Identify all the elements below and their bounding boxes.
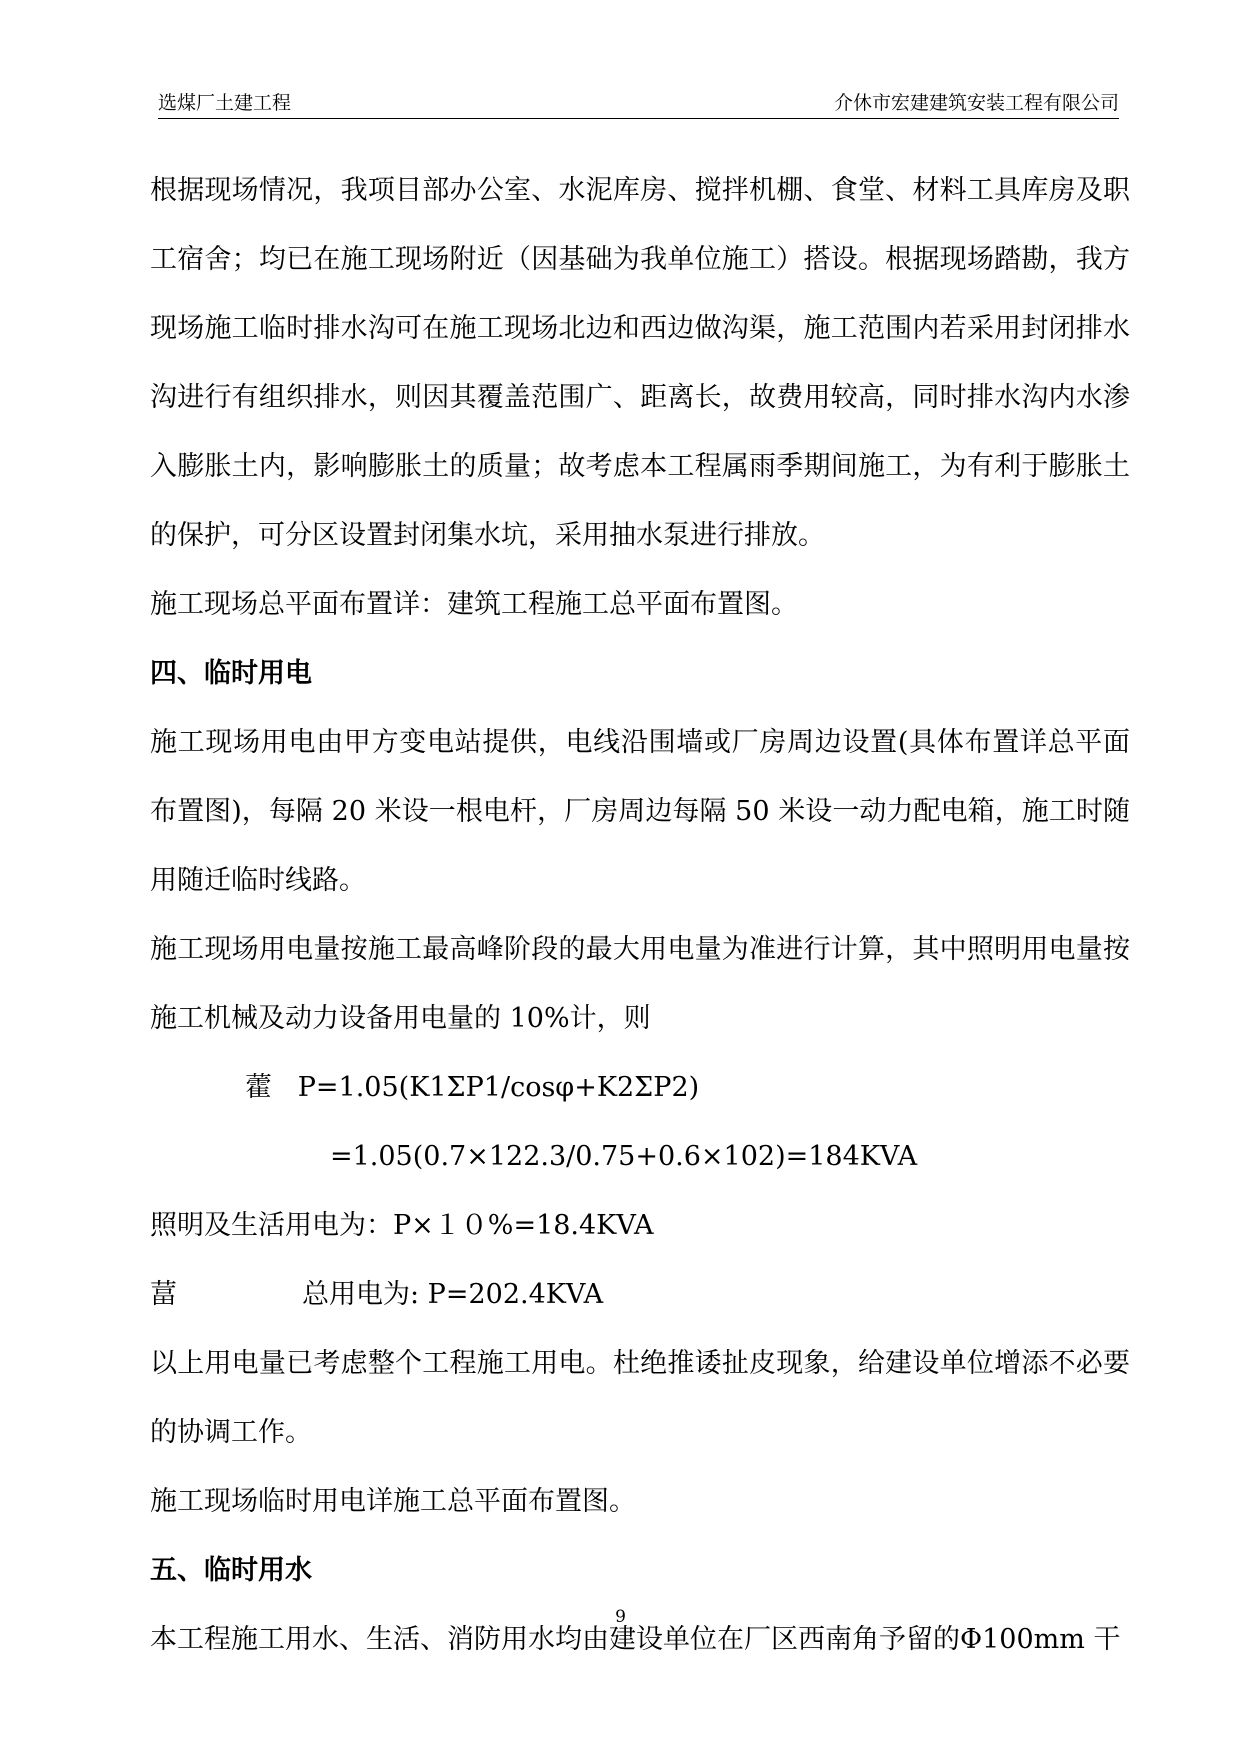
section-heading-temporary-water: 五、临时用水	[150, 1555, 312, 1586]
paragraph-site-facilities: 根据现场情况，我项目部办公室、水泥库房、搅拌机棚、食堂、材料工具库房及职工宿舍；均已在施工现场附近（因基础为我单位施工）搭设。根据现场踏勘，我方现场施工临时排水沟可在施工现场北边和西边做沟渠，施工范围内若采用封闭排水沟进行有组织排水，则因其覆盖范围广、距离长，故费用较高，同时排水沟内水渗入膨胀土内，影响膨胀土的质量；故考虑本工程属雨季期间施工，为有利于膨胀土的保护，可分区设置封闭集水坑，采用抽水泵进行排放。	[150, 175, 1130, 551]
page-number: 9	[615, 1607, 626, 1627]
section-heading-temporary-power: 四、临时用电	[150, 658, 312, 689]
document-body	[150, 156, 1130, 1674]
paragraph-water-supply: 本工程施工用水、生活、消防用水均由建设单位在厂区西南角予留的Φ100mm 干	[150, 1624, 1121, 1655]
page-header	[158, 86, 1119, 119]
paragraph-site-layout-ref: 施工现场总平面布置详：建筑工程施工总平面布置图。	[150, 589, 798, 620]
equation-formula-text: P=1.05(K1ΣP1/cosφ+K2ΣP2)	[297, 1072, 700, 1103]
paragraph-total-power	[150, 1260, 1130, 1329]
header-project-name: 选煤厂土建工程	[158, 92, 292, 114]
equation-power-formula	[150, 1053, 1130, 1122]
equation-power-result: =1.05(0.7×122.3/0.75+0.6×102)=184KVA	[330, 1141, 918, 1172]
paragraph-power-note: 以上用电量已考虑整个工程施工用电。杜绝推诿扯皮现象，给建设单位增添不必要的协调工作。	[150, 1348, 1130, 1448]
equation-prefix-glyph: 藿	[245, 1072, 272, 1103]
total-prefix-glyph: 葍	[150, 1279, 177, 1310]
paragraph-power-calculation: 施工现场用电量按施工最高峰阶段的最大用电量为准进行计算，其中照明用电量按施工机械及动力设备用电量的 10%计，则	[150, 934, 1130, 1034]
total-power-text: 总用电为: P=202.4KVA	[302, 1279, 604, 1310]
paragraph-power-layout-ref: 施工现场临时用电详施工总平面布置图。	[150, 1486, 636, 1517]
paragraph-lighting-power: 照明及生活用电为：P×１０%=18.4KVA	[150, 1210, 654, 1241]
header-company-name: 介休市宏建建筑安装工程有限公司	[833, 92, 1119, 114]
paragraph-power-supply: 施工现场用电由甲方变电站提供，电线沿围墙或厂房周边设置(具体布置详总平面布置图)，每隔 20 米设一根电杆，厂房周边每隔 50 米设一动力配电箱，施工时随用随迁临时线路。	[150, 727, 1130, 896]
